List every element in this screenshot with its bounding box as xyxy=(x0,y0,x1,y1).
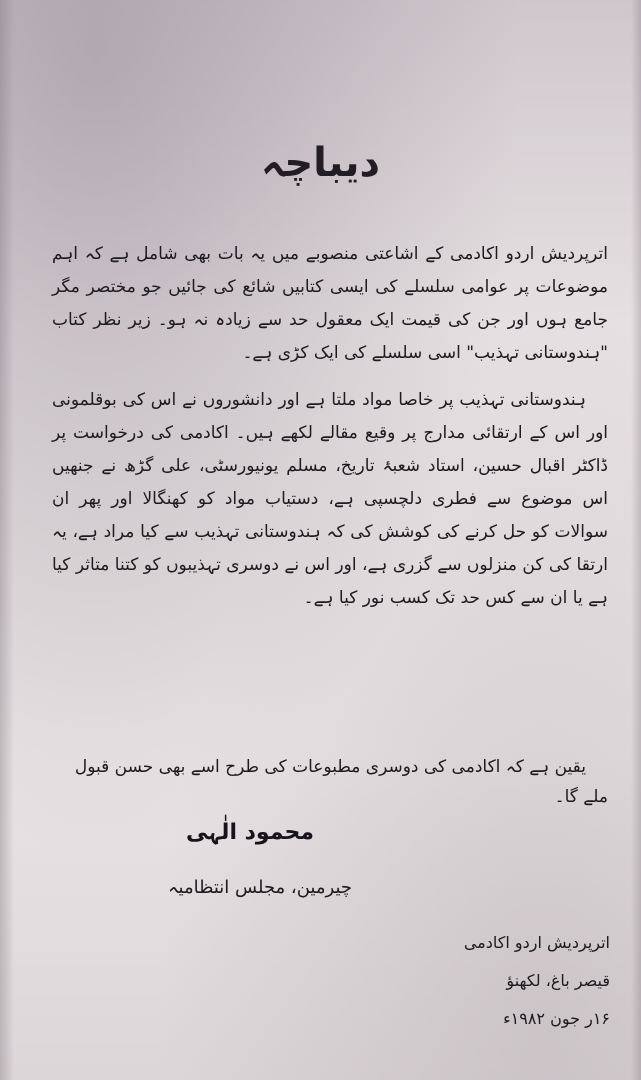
address-date: ۱۶ر جون ۱۹۸۲ء xyxy=(503,1009,610,1028)
signature-title: چیرمین، مجلس انتظامیہ xyxy=(168,877,352,898)
address-location: قیصر باغ، لکھنؤ xyxy=(506,971,610,990)
signature-name: محمود الٰہی xyxy=(186,820,314,845)
address-organization: اترپردیش اردو اکادمی xyxy=(463,933,610,952)
closing-line: یقین ہے کہ اکادمی کی دوسری مطبوعات کی طرح اسے بھی حسن قبول ملے گا۔ xyxy=(74,757,608,807)
address-block xyxy=(463,924,610,1038)
preface-paragraph-2: ہندوستانی تہذیب پر خاصا مواد ملتا ہے اور دانشوروں نے اس کی بوقلمونی اور اس کے ارتقائی مدارج پر وقیع مقالے لکھے ہیں۔ اکادمی کی درخواست پر ڈاکٹر اقبال حسین، استاد شعبۂ تاریخ، مسلم یونیورسٹی، علی گڑھ نے جنھیں اس موضوع سے فطری دلچسپی ہے، دستیاب مواد کو کھنگالا اور پھر ان سوالات کو حل کرنے کی کوشش کی کہ ہندوستانی تہذیب سے کیا مراد ہے، یہ ارتقا کی کن منزلوں سے گزری ہے، اور اس نے دوسری تہذیبوں کو کتنا متاثر کیا ہے یا ان سے کس حد تک کسب نور کیا ہے۔ xyxy=(52,390,608,608)
page-heading: دیباچہ xyxy=(260,140,381,186)
preface-paragraph-1: اترپردیش اردو اکادمی کے اشاعتی منصوبے میں یہ بات بھی شامل ہے کہ اہم موضوعات پر عوامی سلسلے کی ایسی کتابیں شائع کی جائیں جو مختصر مگر جامع ہوں اور جن کی قیمت ایک معقول حد سے زیادہ نہ ہو۔ زیر نظر کتاب "ہندوستانی تہذیب" اسی سلسلے کی ایک کڑی ہے۔ xyxy=(52,244,608,363)
preface-body xyxy=(52,238,608,629)
